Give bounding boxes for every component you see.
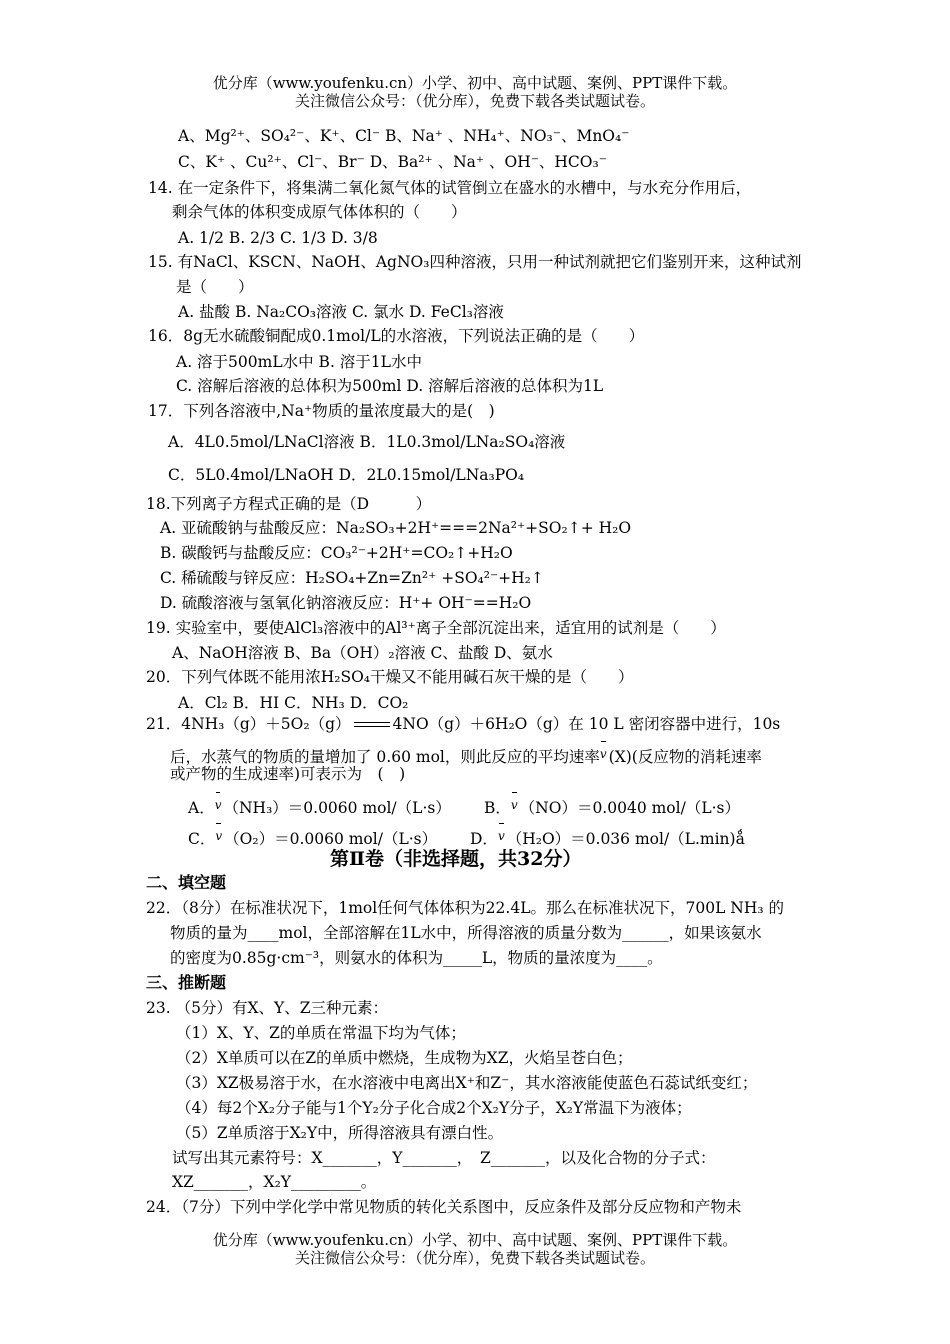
v-bar-symbol: v: [215, 795, 222, 815]
q23-condition-1: （1）X、Y、Z的单质在常温下均为气体；: [176, 1024, 466, 1042]
q21-option-a: [188, 795, 451, 818]
q20-options: A．Cl₂ B．HI C．NH₃ D．CO₂: [178, 694, 409, 712]
q17-options-cd: C．5L0.4mol/LNaOH D．2L0.15mol/LNa₃PO₄: [168, 466, 525, 484]
footer-line-1: 优分库（www.youfenku.cn）小学、初中、高中试题、案例、PPT课件下载。: [212, 1231, 738, 1249]
q21-products: 4NO（g）＋6H₂O（g）在 10 L 密闭容器中进行，10s: [392, 715, 781, 733]
q23-condition-5: （5）Z单质溶于X₂Y中，所得溶液具有漂白性。: [176, 1124, 504, 1142]
q21-option-c: [188, 826, 437, 849]
q21-option-d: [470, 826, 745, 849]
q21-reactants: 21．4NH₃（g）＋5O₂（g）: [146, 715, 351, 733]
q23-condition-3: （3）XZ极易溶于水，在水溶液中电离出X⁺和Z⁻，其水溶液能使蓝色石蕊试纸变红；: [176, 1074, 758, 1092]
q23-stem: 23. （5分）有X、Y、Z三种元素：: [146, 999, 388, 1017]
q14-stem-line1: 14. 在一定条件下，将集满二氧化氮气体的试管倒立在盛水的水槽中，与水充分作用后，: [148, 179, 752, 197]
q18-option-d: D. 硫酸溶液与氢氧化钠溶液反应：H⁺+ OH⁻==H₂O: [160, 594, 532, 612]
q20-stem: 20．下列气体既不能用浓H₂SO₄干燥又不能用碱石灰干燥的是（ ）: [146, 668, 634, 686]
q14-stem-line2: 剩余气体的体积变成原气体体积的（ ）: [172, 203, 467, 221]
v-bar-symbol: v: [498, 826, 505, 846]
header-line-1: 优分库（www.youfenku.cn）小学、初中、高中试题、案例、PPT课件下载。: [212, 74, 738, 92]
q23-condition-2: （2）X单质可以在Z的单质中燃烧，生成物为XZ，火焰呈苍白色；: [176, 1049, 633, 1067]
q18-stem: 18.下列离子方程式正确的是（D ）: [146, 495, 432, 513]
q13-options-ab: A、Mg²⁺、SO₄²⁻、K⁺、Cl⁻ B、Na⁺ 、NH₄⁺、NO₃⁻、MnO₄⁻: [178, 127, 630, 145]
q21-option-d-text: （H₂O）＝0.036 mol/（L.min)ǻ: [506, 830, 745, 848]
q21-stem2-rest: (X)(反应物的消耗速率: [608, 748, 762, 766]
v-bar-symbol: v: [215, 826, 222, 846]
v-bar-symbol: v: [600, 744, 607, 764]
q21-stem-line1: [146, 714, 780, 734]
q23-question-1: 试写出其元素符号：X_______，Y_______， Z_______，以及化合物的分子式：: [172, 1149, 716, 1167]
q13-options-cd: C、K⁺ 、Cu²⁺、Cl⁻、Br⁻ D、Ba²⁺ 、Na⁺ 、OH⁻、HCO₃⁻: [178, 153, 607, 171]
q21-option-b-text: （NO）＝0.0040 mol/（L·s）: [519, 799, 740, 817]
q21-option-a-text: （NH₃）＝0.0060 mol/（L·s）: [223, 799, 451, 817]
q21-option-c-text: （O₂）＝0.0060 mol/（L·s）: [224, 830, 438, 848]
q23-condition-4: （4）每2个X₂分子能与1个Y₂分子化合成2个X₂Y分子，X₂Y常温下为液体；: [176, 1099, 692, 1117]
q23-question-2: XZ_______，X₂Y_________。: [172, 1173, 377, 1191]
q21-option-b: [484, 795, 740, 818]
part2-title: 第Ⅱ卷（非选择题，共32分）: [330, 848, 582, 870]
q21-option-b-label: B．: [484, 799, 511, 817]
header-line-2: 关注微信公众号：（优分库），免费下载各类试题试卷。: [294, 92, 655, 110]
q18-option-a: A. 亚硫酸钠与盐酸反应：Na₂SO₃+2H⁺===2Na²⁺+SO₂↑+ H₂O: [160, 519, 632, 537]
page-header: [0, 74, 950, 110]
q16-stem: 16．8g无水硫酸铜配成0.1mol/L的水溶液，下列说法正确的是（ ）: [148, 327, 645, 345]
q15-stem-line2: 是（ ）: [176, 278, 254, 296]
q21-stem-line3: 或产物的生成速率)可表示为 ( ): [170, 765, 406, 783]
q15-options: A. 盐酸 B. Na₂CO₃溶液 C. 氯水 D. FeCl₃溶液: [178, 303, 504, 321]
q19-options: A、NaOH溶液 B、Ba（OH）₂溶液 C、盐酸 D、氨水: [172, 644, 553, 662]
q16-options-cd: C. 溶解后溶液的总体积为500ml D. 溶解后溶液的总体积为1L: [176, 377, 604, 395]
q21-option-d-label: D．: [470, 830, 498, 848]
q18-option-c: C. 稀硫酸与锌反应：H₂SO₄+Zn=Zn²⁺ +SO₄²⁻+H₂↑: [160, 569, 544, 587]
q15-stem-line1: 15. 有NaCl、KSCN、NaOH、AgNO₃四种溶液，只用一种试剂就把它们鉴别开来，这种试剂: [148, 253, 802, 271]
q21-option-a-label: A．: [188, 799, 215, 817]
q24-stem: 24．（7分）下列中学化学中常见物质的转化关系图中，反应条件及部分反应物和产物未: [146, 1198, 742, 1216]
section-inference: 三、推断题: [146, 973, 227, 992]
q22-line3: 的密度为0.85g·cm⁻³，则氨水的体积为_____L，物质的量浓度为____。: [170, 949, 663, 967]
q21-stem2-text: 后，水蒸气的物质的量增加了 0.60 mol，则此反应的平均速率: [170, 748, 600, 766]
equilibrium-arrow-icon: [354, 721, 390, 729]
q14-options: A. 1/2 B. 2/3 C. 1/3 D. 3/8: [178, 229, 378, 247]
section-fill-in: 二、填空题: [146, 873, 227, 892]
footer-line-2: 关注微信公众号：（优分库），免费下载各类试题试卷。: [294, 1249, 655, 1267]
q16-options-ab: A. 溶于500mL水中 B. 溶于1L水中: [176, 353, 422, 371]
q21-option-c-label: C．: [188, 830, 216, 848]
v-bar-symbol: v: [511, 795, 518, 815]
q22-line2: 物质的量为____mol，全部溶解在1L水中，所得溶液的质量分数为______，如果该氨水: [170, 924, 762, 942]
q18-option-b: B. 碳酸钙与盐酸反应：CO₃²⁻+2H⁺=CO₂↑+H₂O: [160, 544, 513, 562]
page-footer: [0, 1231, 950, 1267]
q22-line1: 22．（8分）在标准状况下，1mol任何气体体积为22.4L。那么在标准状况下，700L NH₃ 的: [146, 899, 785, 917]
q19-stem: 19. 实验室中，要使AlCl₃溶液中的Al³⁺离子全部沉淀出来，适宜用的试剂是（ ）: [146, 619, 726, 637]
q17-options-ab: A．4L0.5mol/LNaCl溶液 B．1L0.3mol/LNa₂SO₄溶液: [168, 433, 566, 451]
q17-stem: 17．下列各溶液中,Na⁺物质的量浓度最大的是( ): [148, 402, 495, 420]
